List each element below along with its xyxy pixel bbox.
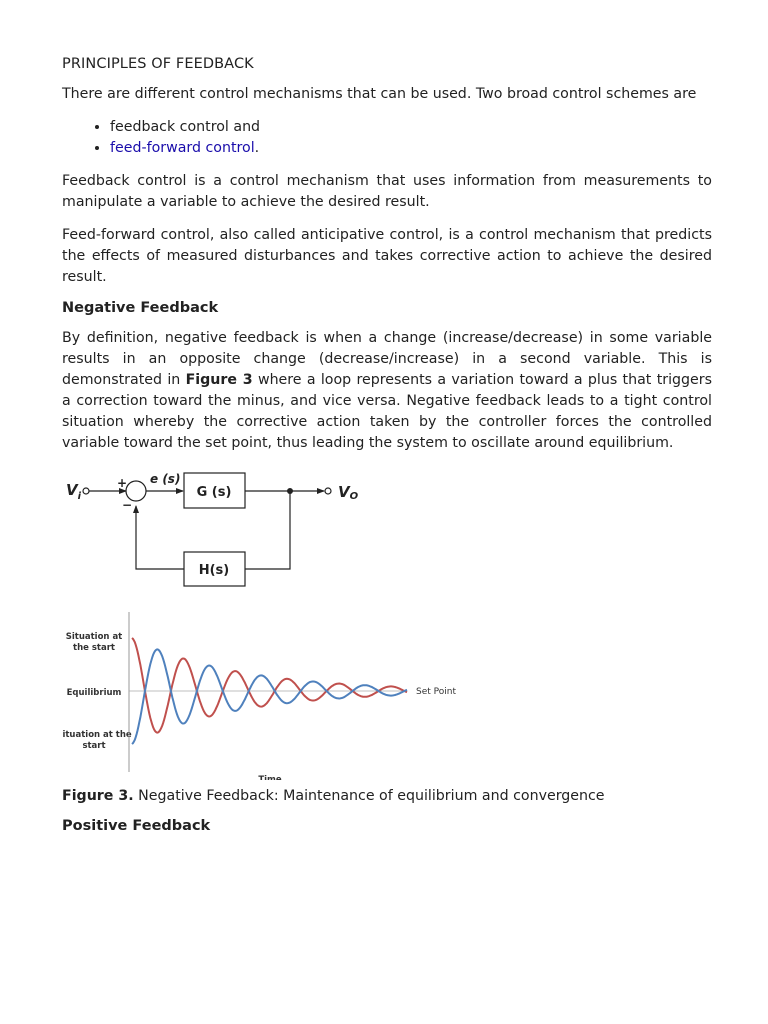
forward-block-label: G (s) <box>196 485 232 500</box>
page-title: PRINCIPLES OF FEEDBACK <box>62 56 254 72</box>
feedback-definition-paragraph: Feedback control is a control mechanism that uses information from measurements to manipulate a variable to achieve the desired result. <box>62 173 712 210</box>
ylabel-equilibrium: Equilibrium <box>66 688 122 698</box>
block-diagram-svg <box>62 466 712 596</box>
list-item-label: feedback control and <box>110 119 261 135</box>
figure-caption <box>62 788 712 804</box>
list-item-suffix: . <box>254 140 260 156</box>
intro-paragraph: There are different control mechanisms that can be used. Two broad control schemes are <box>62 86 697 102</box>
list-item-feedback <box>110 117 712 138</box>
error-label: e (s) <box>150 472 181 486</box>
feedback-path-right <box>245 491 290 569</box>
minus-sign: − <box>122 498 133 512</box>
oscillation-chart-svg <box>62 600 712 780</box>
oscillation-chart <box>62 600 712 780</box>
control-scheme-list <box>62 117 712 159</box>
negative-feedback-paragraph <box>62 328 712 454</box>
feed-forward-control-link[interactable]: feed-forward control <box>110 140 255 156</box>
list-item-feedforward <box>110 138 712 159</box>
ylabel-top-line2: the start <box>73 643 115 653</box>
ylabel-bottom-line1: Situation at the <box>62 730 132 740</box>
feedback-path-left <box>136 506 184 569</box>
feedforward-definition-paragraph: Feed-forward control, also called anticipative control, is a control mechanism that predicts the effects of measured disturbances and takes corrective action to achieve the desired result. <box>62 227 712 285</box>
caption-text: Negative Feedback: Maintenance of equilibrium and convergence <box>133 788 605 804</box>
setpoint-label: Set Point <box>416 687 456 697</box>
output-terminal <box>325 488 331 494</box>
paragraph-text: By definition, negative feedback is when a change (increase/decrease) in some variable results in an opposite change (decrease/increase) in a second variable. This is demonstrated in <box>62 330 712 388</box>
document-page <box>62 56 712 846</box>
ylabel-top-line1: Situation at <box>65 632 123 642</box>
caption-label: Figure 3. <box>62 788 134 804</box>
figure-reference: Figure 3 <box>185 372 253 388</box>
ylabel-bottom-line2: start <box>82 741 106 751</box>
output-label: VO <box>338 483 359 502</box>
input-terminal <box>83 488 89 494</box>
feedback-block-label: H(s) <box>198 563 230 578</box>
negative-feedback-heading: Negative Feedback <box>62 300 219 316</box>
input-label: $V_i$ <box>66 481 82 502</box>
xlabel-time: Time <box>258 775 282 780</box>
paragraph-text: where a loop represents a variation toward a plus that triggers a correction toward the minus, and vice versa. Negative feedback leads to a tight control situation whereby the corrective action taken by the controller forces the controlled variable toward the set point, thus leading the system to oscillate around equilibrium. <box>62 372 712 451</box>
feedback-block-diagram <box>62 466 712 596</box>
positive-feedback-heading: Positive Feedback <box>62 818 211 834</box>
plus-sign: + <box>117 476 128 490</box>
